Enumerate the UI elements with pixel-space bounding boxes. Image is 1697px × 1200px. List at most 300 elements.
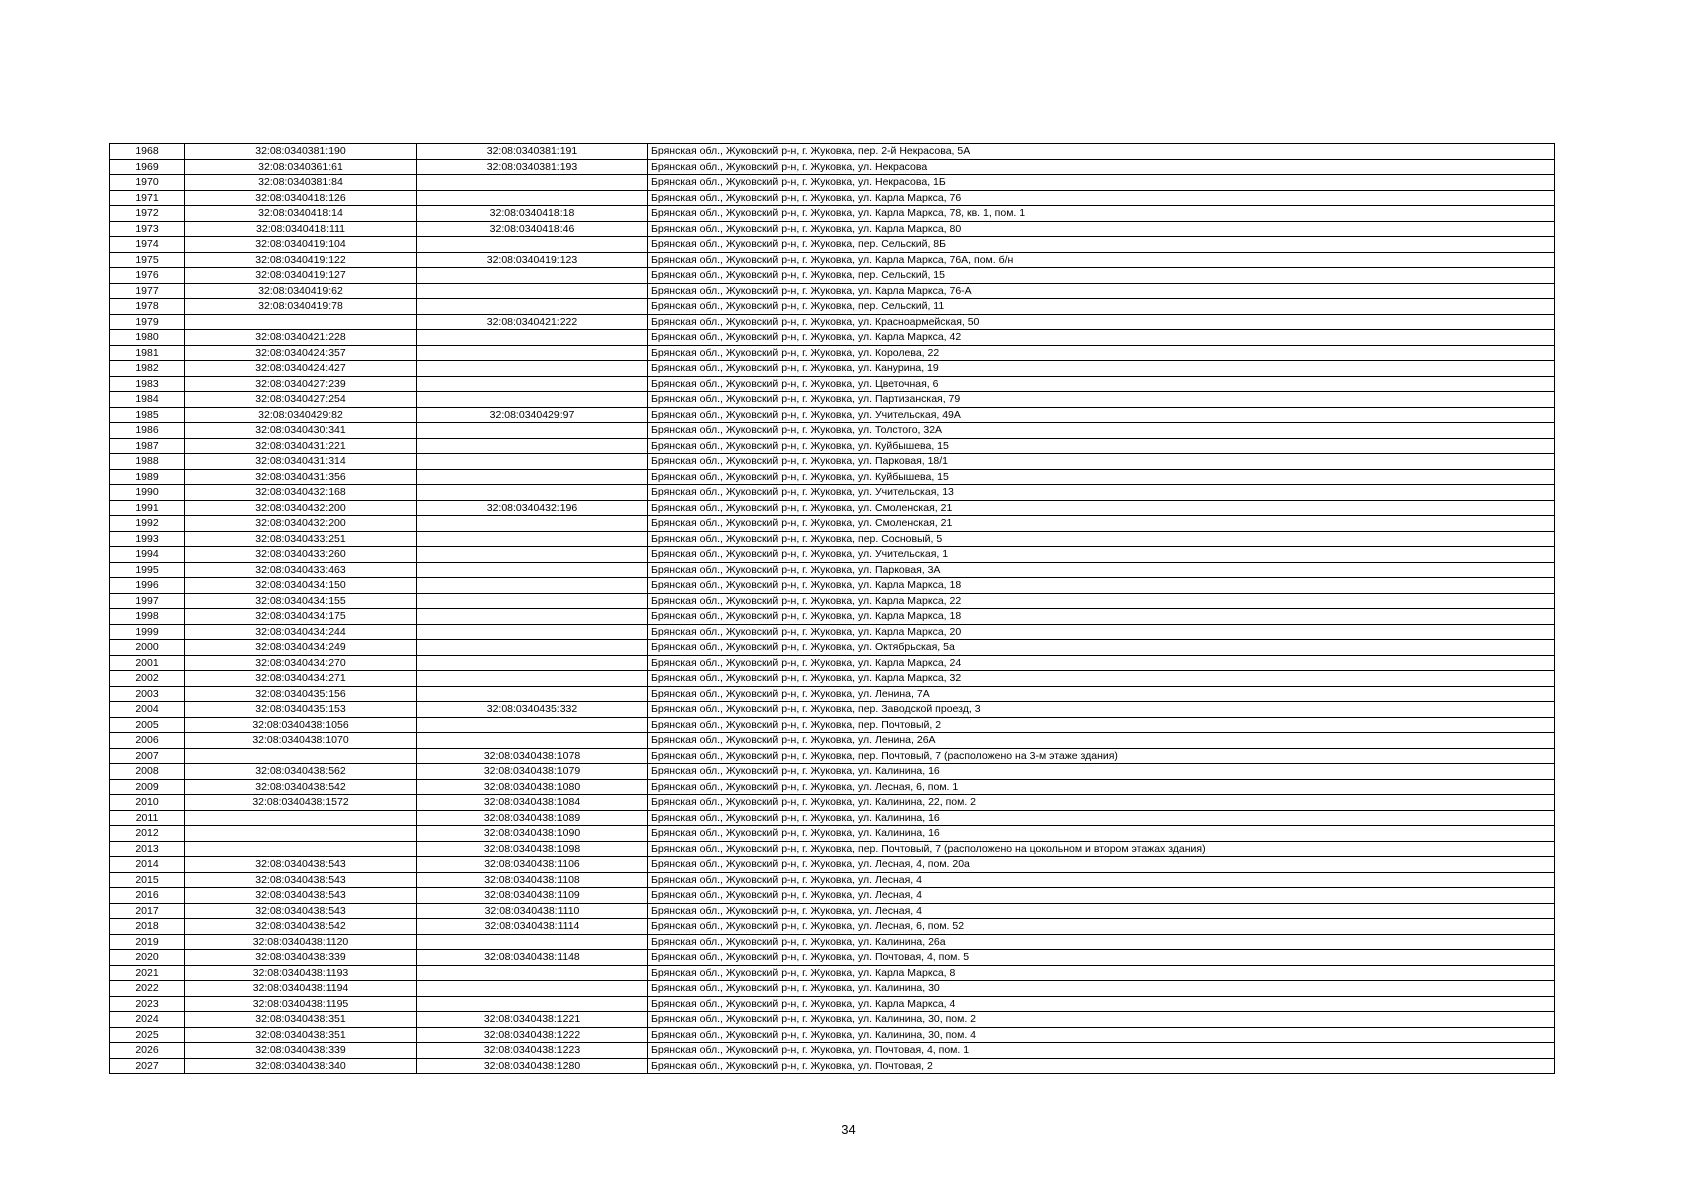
- table-row: [110, 376, 1555, 392]
- row-number-cell: 1988: [110, 454, 185, 470]
- table-row: [110, 268, 1555, 284]
- cadastral-number-cell: 32:08:0340438:543: [185, 888, 417, 904]
- row-number-cell: 1976: [110, 268, 185, 284]
- row-number-cell: 2011: [110, 810, 185, 826]
- object-cadastral-number-cell: [417, 934, 648, 950]
- cadastral-number-cell: 32:08:0340419:127: [185, 268, 417, 284]
- cadastral-number-cell: [185, 826, 417, 842]
- address-cell: Брянская обл., Жуковский р-н, г. Жуковка, пер. Сельский, 8Б: [648, 237, 1555, 253]
- object-cadastral-number-cell: 32:08:0340438:1090: [417, 826, 648, 842]
- address-cell: Брянская обл., Жуковский р-н, г. Жуковка, ул. Карла Маркса, 78, кв. 1, пом. 1: [648, 206, 1555, 222]
- address-cell: Брянская обл., Жуковский р-н, г. Жуковка, ул. Некрасова, 1Б: [648, 175, 1555, 191]
- object-cadastral-number-cell: 32:08:0340421:222: [417, 314, 648, 330]
- row-number-cell: 1999: [110, 624, 185, 640]
- object-cadastral-number-cell: [417, 423, 648, 439]
- row-number-cell: 2025: [110, 1027, 185, 1043]
- row-number-cell: 1984: [110, 392, 185, 408]
- object-cadastral-number-cell: [417, 686, 648, 702]
- object-cadastral-number-cell: 32:08:0340429:97: [417, 407, 648, 423]
- row-number-cell: 1980: [110, 330, 185, 346]
- row-number-cell: 1997: [110, 593, 185, 609]
- address-cell: Брянская обл., Жуковский р-н, г. Жуковка, ул. Почтовая, 4, пом. 5: [648, 950, 1555, 966]
- address-cell: Брянская обл., Жуковский р-н, г. Жуковка, пер. Сельский, 11: [648, 299, 1555, 315]
- object-cadastral-number-cell: 32:08:0340438:1148: [417, 950, 648, 966]
- address-cell: Брянская обл., Жуковский р-н, г. Жуковка, ул. Толстого, 32А: [648, 423, 1555, 439]
- cadastral-number-cell: 32:08:0340433:463: [185, 562, 417, 578]
- object-cadastral-number-cell: [417, 376, 648, 392]
- table-row: [110, 237, 1555, 253]
- table-row: [110, 996, 1555, 1012]
- object-cadastral-number-cell: 32:08:0340419:123: [417, 252, 648, 268]
- address-cell: Брянская обл., Жуковский р-н, г. Жуковка, ул. Калинина, 30, пом. 2: [648, 1012, 1555, 1028]
- row-number-cell: 2020: [110, 950, 185, 966]
- address-cell: Брянская обл., Жуковский р-н, г. Жуковка, ул. Цветочная, 6: [648, 376, 1555, 392]
- row-number-cell: 2026: [110, 1043, 185, 1059]
- object-cadastral-number-cell: [417, 965, 648, 981]
- address-cell: Брянская обл., Жуковский р-н, г. Жуковка, ул. Калинина, 16: [648, 810, 1555, 826]
- address-cell: Брянская обл., Жуковский р-н, г. Жуковка, ул. Почтовая, 2: [648, 1058, 1555, 1074]
- table-row: [110, 717, 1555, 733]
- table-row: [110, 283, 1555, 299]
- cadastral-number-cell: 32:08:0340438:339: [185, 1043, 417, 1059]
- address-cell: Брянская обл., Жуковский р-н, г. Жуковка, ул. Карла Маркса, 20: [648, 624, 1555, 640]
- object-cadastral-number-cell: [417, 996, 648, 1012]
- object-cadastral-number-cell: [417, 361, 648, 377]
- object-cadastral-number-cell: [417, 655, 648, 671]
- row-number-cell: 2009: [110, 779, 185, 795]
- row-number-cell: 1977: [110, 283, 185, 299]
- object-cadastral-number-cell: [417, 268, 648, 284]
- cadastral-number-cell: 32:08:0340438:1195: [185, 996, 417, 1012]
- cadastral-number-cell: 32:08:0340424:357: [185, 345, 417, 361]
- row-number-cell: 1989: [110, 469, 185, 485]
- cadastral-number-cell: 32:08:0340361:61: [185, 159, 417, 175]
- row-number-cell: 1968: [110, 144, 185, 160]
- table-row: [110, 314, 1555, 330]
- address-cell: Брянская обл., Жуковский р-н, г. Жуковка, ул. Канурина, 19: [648, 361, 1555, 377]
- row-number-cell: 2006: [110, 733, 185, 749]
- object-cadastral-number-cell: [417, 733, 648, 749]
- table-row: [110, 733, 1555, 749]
- row-number-cell: 1987: [110, 438, 185, 454]
- row-number-cell: 1992: [110, 516, 185, 532]
- object-cadastral-number-cell: 32:08:0340435:332: [417, 702, 648, 718]
- cadastral-number-cell: 32:08:0340438:1070: [185, 733, 417, 749]
- table-row: [110, 159, 1555, 175]
- object-cadastral-number-cell: [417, 485, 648, 501]
- address-cell: Брянская обл., Жуковский р-н, г. Жуковка, пер. Сосновый, 5: [648, 531, 1555, 547]
- address-cell: Брянская обл., Жуковский р-н, г. Жуковка, ул. Куйбышева, 15: [648, 438, 1555, 454]
- table-row: [110, 609, 1555, 625]
- row-number-cell: 2017: [110, 903, 185, 919]
- address-cell: Брянская обл., Жуковский р-н, г. Жуковка, ул. Лесная, 6, пом. 1: [648, 779, 1555, 795]
- address-cell: Брянская обл., Жуковский р-н, г. Жуковка, ул. Карла Маркса, 76А, пом. б/н: [648, 252, 1555, 268]
- table-row: [110, 655, 1555, 671]
- table-row: [110, 345, 1555, 361]
- row-number-cell: 1978: [110, 299, 185, 315]
- table-row: [110, 252, 1555, 268]
- address-cell: Брянская обл., Жуковский р-н, г. Жуковка, ул. Учительская, 13: [648, 485, 1555, 501]
- cadastral-number-cell: 32:08:0340434:270: [185, 655, 417, 671]
- row-number-cell: 2024: [110, 1012, 185, 1028]
- cadastral-number-cell: 32:08:0340419:62: [185, 283, 417, 299]
- cadastral-number-cell: 32:08:0340381:84: [185, 175, 417, 191]
- row-number-cell: 1974: [110, 237, 185, 253]
- table-row: [110, 469, 1555, 485]
- row-number-cell: 2002: [110, 671, 185, 687]
- row-number-cell: 2003: [110, 686, 185, 702]
- row-number-cell: 1969: [110, 159, 185, 175]
- address-cell: Брянская обл., Жуковский р-н, г. Жуковка, ул. Октябрьская, 5а: [648, 640, 1555, 656]
- address-cell: Брянская обл., Жуковский р-н, г. Жуковка, ул. Некрасова: [648, 159, 1555, 175]
- address-cell: Брянская обл., Жуковский р-н, г. Жуковка, ул. Калинина, 26а: [648, 934, 1555, 950]
- row-number-cell: 1983: [110, 376, 185, 392]
- object-cadastral-number-cell: 32:08:0340438:1110: [417, 903, 648, 919]
- object-cadastral-number-cell: [417, 392, 648, 408]
- object-cadastral-number-cell: 32:08:0340438:1222: [417, 1027, 648, 1043]
- object-cadastral-number-cell: 32:08:0340438:1078: [417, 748, 648, 764]
- cadastral-number-cell: [185, 748, 417, 764]
- object-cadastral-number-cell: [417, 330, 648, 346]
- row-number-cell: 2022: [110, 981, 185, 997]
- row-number-cell: 2007: [110, 748, 185, 764]
- object-cadastral-number-cell: [417, 175, 648, 191]
- object-cadastral-number-cell: 32:08:0340438:1109: [417, 888, 648, 904]
- cadastral-number-cell: 32:08:0340429:82: [185, 407, 417, 423]
- object-cadastral-number-cell: 32:08:0340438:1280: [417, 1058, 648, 1074]
- address-cell: Брянская обл., Жуковский р-н, г. Жуковка, ул. Карла Маркса, 18: [648, 578, 1555, 594]
- object-cadastral-number-cell: [417, 469, 648, 485]
- table-row: [110, 407, 1555, 423]
- address-cell: Брянская обл., Жуковский р-н, г. Жуковка, ул. Лесная, 4: [648, 903, 1555, 919]
- address-cell: Брянская обл., Жуковский р-н, г. Жуковка, ул. Учительская, 49А: [648, 407, 1555, 423]
- table-row: [110, 1058, 1555, 1074]
- address-cell: Брянская обл., Жуковский р-н, г. Жуковка, пер. Почтовый, 2: [648, 717, 1555, 733]
- table-row: [110, 857, 1555, 873]
- cadastral-number-cell: 32:08:0340432:168: [185, 485, 417, 501]
- table-row: [110, 1043, 1555, 1059]
- row-number-cell: 2012: [110, 826, 185, 842]
- address-cell: Брянская обл., Жуковский р-н, г. Жуковка, пер. Заводской проезд, 3: [648, 702, 1555, 718]
- object-cadastral-number-cell: [417, 516, 648, 532]
- cadastral-number-cell: 32:08:0340431:356: [185, 469, 417, 485]
- address-cell: Брянская обл., Жуковский р-н, г. Жуковка, ул. Смоленская, 21: [648, 516, 1555, 532]
- address-cell: Брянская обл., Жуковский р-н, г. Жуковка, ул. Карла Маркса, 22: [648, 593, 1555, 609]
- object-cadastral-number-cell: [417, 345, 648, 361]
- address-cell: Брянская обл., Жуковский р-н, г. Жуковка, ул. Калинина, 22, пом. 2: [648, 795, 1555, 811]
- object-cadastral-number-cell: [417, 531, 648, 547]
- table-row: [110, 826, 1555, 842]
- address-cell: Брянская обл., Жуковский р-н, г. Жуковка, ул. Карла Маркса, 8: [648, 965, 1555, 981]
- address-cell: Брянская обл., Жуковский р-н, г. Жуковка, ул. Карла Маркса, 32: [648, 671, 1555, 687]
- object-cadastral-number-cell: 32:08:0340381:193: [417, 159, 648, 175]
- object-cadastral-number-cell: [417, 190, 648, 206]
- table-row: [110, 531, 1555, 547]
- cadastral-number-cell: [185, 810, 417, 826]
- row-number-cell: 1994: [110, 547, 185, 563]
- table-row: [110, 965, 1555, 981]
- row-number-cell: 2013: [110, 841, 185, 857]
- row-number-cell: 1979: [110, 314, 185, 330]
- address-cell: Брянская обл., Жуковский р-н, г. Жуковка, ул. Смоленская, 21: [648, 500, 1555, 516]
- object-cadastral-number-cell: [417, 454, 648, 470]
- address-cell: Брянская обл., Жуковский р-н, г. Жуковка, ул. Лесная, 4: [648, 872, 1555, 888]
- row-number-cell: 2023: [110, 996, 185, 1012]
- table-row: [110, 438, 1555, 454]
- row-number-cell: 1995: [110, 562, 185, 578]
- address-cell: Брянская обл., Жуковский р-н, г. Жуковка, ул. Карла Маркса, 80: [648, 221, 1555, 237]
- object-cadastral-number-cell: [417, 562, 648, 578]
- cadastral-number-cell: 32:08:0340419:104: [185, 237, 417, 253]
- cadastral-number-cell: 32:08:0340432:200: [185, 516, 417, 532]
- object-cadastral-number-cell: [417, 717, 648, 733]
- row-number-cell: 1972: [110, 206, 185, 222]
- cadastral-number-cell: [185, 841, 417, 857]
- table-row: [110, 190, 1555, 206]
- row-number-cell: 1970: [110, 175, 185, 191]
- row-number-cell: 2018: [110, 919, 185, 935]
- table-row: [110, 299, 1555, 315]
- address-cell: Брянская обл., Жуковский р-н, г. Жуковка, ул. Королева, 22: [648, 345, 1555, 361]
- address-cell: Брянская обл., Жуковский р-н, г. Жуковка, ул. Карла Маркса, 4: [648, 996, 1555, 1012]
- row-number-cell: 2004: [110, 702, 185, 718]
- table-row: [110, 779, 1555, 795]
- cadastral-number-cell: 32:08:0340381:190: [185, 144, 417, 160]
- address-cell: Брянская обл., Жуковский р-н, г. Жуковка, ул. Учительская, 1: [648, 547, 1555, 563]
- row-number-cell: 1975: [110, 252, 185, 268]
- cadastral-number-cell: [185, 314, 417, 330]
- cadastral-number-cell: 32:08:0340438:542: [185, 919, 417, 935]
- object-cadastral-number-cell: 32:08:0340438:1098: [417, 841, 648, 857]
- cadastral-number-cell: 32:08:0340438:340: [185, 1058, 417, 1074]
- object-cadastral-number-cell: [417, 981, 648, 997]
- table-row: [110, 919, 1555, 935]
- table-row: [110, 330, 1555, 346]
- cadastral-number-cell: 32:08:0340434:249: [185, 640, 417, 656]
- address-cell: Брянская обл., Жуковский р-н, г. Жуковка, ул. Лесная, 4: [648, 888, 1555, 904]
- table-row: [110, 748, 1555, 764]
- table-row: [110, 903, 1555, 919]
- cadastral-number-cell: 32:08:0340427:254: [185, 392, 417, 408]
- address-cell: Брянская обл., Жуковский р-н, г. Жуковка, ул. Карла Маркса, 76-А: [648, 283, 1555, 299]
- row-number-cell: 2000: [110, 640, 185, 656]
- row-number-cell: 2016: [110, 888, 185, 904]
- table-row: [110, 810, 1555, 826]
- object-cadastral-number-cell: [417, 593, 648, 609]
- object-cadastral-number-cell: [417, 438, 648, 454]
- cadastral-number-cell: 32:08:0340438:1056: [185, 717, 417, 733]
- object-cadastral-number-cell: [417, 624, 648, 640]
- table-row: [110, 702, 1555, 718]
- cadastral-number-cell: 32:08:0340438:542: [185, 779, 417, 795]
- address-cell: Брянская обл., Жуковский р-н, г. Жуковка, ул. Ленина, 7А: [648, 686, 1555, 702]
- address-cell: Брянская обл., Жуковский р-н, г. Жуковка, ул. Калинина, 16: [648, 764, 1555, 780]
- cadastral-number-cell: 32:08:0340430:341: [185, 423, 417, 439]
- row-number-cell: 1996: [110, 578, 185, 594]
- cadastral-number-cell: 32:08:0340438:339: [185, 950, 417, 966]
- cadastral-number-cell: 32:08:0340421:228: [185, 330, 417, 346]
- cadastral-number-cell: 32:08:0340434:271: [185, 671, 417, 687]
- cadastral-number-cell: 32:08:0340427:239: [185, 376, 417, 392]
- cadastral-number-cell: 32:08:0340438:1194: [185, 981, 417, 997]
- address-cell: Брянская обл., Жуковский р-н, г. Жуковка, ул. Партизанская, 79: [648, 392, 1555, 408]
- table-row: [110, 454, 1555, 470]
- address-cell: Брянская обл., Жуковский р-н, г. Жуковка, ул. Карла Маркса, 24: [648, 655, 1555, 671]
- object-cadastral-number-cell: 32:08:0340438:1106: [417, 857, 648, 873]
- address-cell: Брянская обл., Жуковский р-н, г. Жуковка, ул. Ленина, 26А: [648, 733, 1555, 749]
- cadastral-number-cell: 32:08:0340438:351: [185, 1027, 417, 1043]
- cadastral-number-cell: 32:08:0340438:543: [185, 872, 417, 888]
- cadastral-number-cell: 32:08:0340434:155: [185, 593, 417, 609]
- cadastral-number-cell: 32:08:0340434:150: [185, 578, 417, 594]
- cadastral-number-cell: 32:08:0340438:1193: [185, 965, 417, 981]
- object-cadastral-number-cell: 32:08:0340438:1223: [417, 1043, 648, 1059]
- cadastral-number-cell: 32:08:0340431:314: [185, 454, 417, 470]
- row-number-cell: 1986: [110, 423, 185, 439]
- row-number-cell: 2010: [110, 795, 185, 811]
- table-row: [110, 562, 1555, 578]
- cadastral-number-cell: 32:08:0340433:251: [185, 531, 417, 547]
- object-cadastral-number-cell: 32:08:0340438:1108: [417, 872, 648, 888]
- row-number-cell: 1991: [110, 500, 185, 516]
- table-row: [110, 640, 1555, 656]
- table-row: [110, 872, 1555, 888]
- cadastral-number-cell: 32:08:0340433:260: [185, 547, 417, 563]
- address-cell: Брянская обл., Жуковский р-н, г. Жуковка, ул. Красноармейская, 50: [648, 314, 1555, 330]
- object-cadastral-number-cell: [417, 237, 648, 253]
- row-number-cell: 2019: [110, 934, 185, 950]
- object-cadastral-number-cell: [417, 640, 648, 656]
- row-number-cell: 2027: [110, 1058, 185, 1074]
- table-row: [110, 206, 1555, 222]
- table-row: [110, 485, 1555, 501]
- table-row: [110, 500, 1555, 516]
- object-cadastral-number-cell: 32:08:0340438:1084: [417, 795, 648, 811]
- cadastral-number-cell: 32:08:0340438:351: [185, 1012, 417, 1028]
- cadastral-number-cell: 32:08:0340438:562: [185, 764, 417, 780]
- cadastral-number-cell: 32:08:0340435:153: [185, 702, 417, 718]
- row-number-cell: 2014: [110, 857, 185, 873]
- row-number-cell: 2008: [110, 764, 185, 780]
- table-row: [110, 221, 1555, 237]
- table-row: [110, 686, 1555, 702]
- row-number-cell: 2015: [110, 872, 185, 888]
- cadastral-number-cell: 32:08:0340438:543: [185, 857, 417, 873]
- table-row: [110, 624, 1555, 640]
- table-row: [110, 578, 1555, 594]
- row-number-cell: 1993: [110, 531, 185, 547]
- table-row: [110, 950, 1555, 966]
- address-cell: Брянская обл., Жуковский р-н, г. Жуковка, пер. Сельский, 15: [648, 268, 1555, 284]
- object-cadastral-number-cell: 32:08:0340418:46: [417, 221, 648, 237]
- address-cell: Брянская обл., Жуковский р-н, г. Жуковка, ул. Карла Маркса, 42: [648, 330, 1555, 346]
- cadastral-number-cell: 32:08:0340418:111: [185, 221, 417, 237]
- table-row: [110, 361, 1555, 377]
- row-number-cell: 2005: [110, 717, 185, 733]
- object-cadastral-number-cell: [417, 609, 648, 625]
- object-cadastral-number-cell: 32:08:0340418:18: [417, 206, 648, 222]
- row-number-cell: 1990: [110, 485, 185, 501]
- cadastral-number-cell: 32:08:0340438:543: [185, 903, 417, 919]
- row-number-cell: 1982: [110, 361, 185, 377]
- object-cadastral-number-cell: 32:08:0340381:191: [417, 144, 648, 160]
- address-cell: Брянская обл., Жуковский р-н, г. Жуковка, ул. Парковая, 18/1: [648, 454, 1555, 470]
- object-cadastral-number-cell: 32:08:0340438:1079: [417, 764, 648, 780]
- table-row: [110, 795, 1555, 811]
- address-cell: Брянская обл., Жуковский р-н, г. Жуковка, ул. Карла Маркса, 18: [648, 609, 1555, 625]
- address-cell: Брянская обл., Жуковский р-н, г. Жуковка, ул. Карла Маркса, 76: [648, 190, 1555, 206]
- cadastral-number-cell: 32:08:0340434:175: [185, 609, 417, 625]
- object-cadastral-number-cell: 32:08:0340432:196: [417, 500, 648, 516]
- page-number: 34: [841, 1122, 856, 1137]
- cadastral-number-cell: 32:08:0340434:244: [185, 624, 417, 640]
- address-cell: Брянская обл., Жуковский р-н, г. Жуковка, ул. Калинина, 30, пом. 4: [648, 1027, 1555, 1043]
- registry-table-body: [110, 144, 1555, 1074]
- cadastral-number-cell: 32:08:0340438:1120: [185, 934, 417, 950]
- address-cell: Брянская обл., Жуковский р-н, г. Жуковка, ул. Калинина, 30: [648, 981, 1555, 997]
- table-row: [110, 423, 1555, 439]
- object-cadastral-number-cell: 32:08:0340438:1114: [417, 919, 648, 935]
- address-cell: Брянская обл., Жуковский р-н, г. Жуковка, ул. Лесная, 6, пом. 52: [648, 919, 1555, 935]
- object-cadastral-number-cell: 32:08:0340438:1080: [417, 779, 648, 795]
- table-row: [110, 671, 1555, 687]
- object-cadastral-number-cell: [417, 578, 648, 594]
- row-number-cell: 2001: [110, 655, 185, 671]
- table-row: [110, 981, 1555, 997]
- table-row: [110, 593, 1555, 609]
- table-row: [110, 392, 1555, 408]
- object-cadastral-number-cell: [417, 671, 648, 687]
- table-row: [110, 1012, 1555, 1028]
- cadastral-number-cell: 32:08:0340432:200: [185, 500, 417, 516]
- cadastral-number-cell: 32:08:0340419:78: [185, 299, 417, 315]
- cadastral-number-cell: 32:08:0340431:221: [185, 438, 417, 454]
- table-row: [110, 1027, 1555, 1043]
- cadastral-number-cell: 32:08:0340435:156: [185, 686, 417, 702]
- object-cadastral-number-cell: [417, 547, 648, 563]
- row-number-cell: 1998: [110, 609, 185, 625]
- table-row: [110, 144, 1555, 160]
- row-number-cell: 1973: [110, 221, 185, 237]
- table-row: [110, 841, 1555, 857]
- address-cell: Брянская обл., Жуковский р-н, г. Жуковка, пер. 2-й Некрасова, 5А: [648, 144, 1555, 160]
- cadastral-number-cell: 32:08:0340418:14: [185, 206, 417, 222]
- row-number-cell: 1971: [110, 190, 185, 206]
- address-cell: Брянская обл., Жуковский р-н, г. Жуковка, ул. Куйбышева, 15: [648, 469, 1555, 485]
- table-row: [110, 764, 1555, 780]
- cadastral-number-cell: 32:08:0340424:427: [185, 361, 417, 377]
- row-number-cell: 1981: [110, 345, 185, 361]
- registry-table: [109, 143, 1555, 1074]
- cadastral-number-cell: 32:08:0340438:1572: [185, 795, 417, 811]
- object-cadastral-number-cell: [417, 299, 648, 315]
- table-row: [110, 888, 1555, 904]
- address-cell: Брянская обл., Жуковский р-н, г. Жуковка, ул. Калинина, 16: [648, 826, 1555, 842]
- object-cadastral-number-cell: [417, 283, 648, 299]
- cadastral-number-cell: 32:08:0340419:122: [185, 252, 417, 268]
- address-cell: Брянская обл., Жуковский р-н, г. Жуковка, пер. Почтовый, 7 (расположено на цокольном и втором этажах здания): [648, 841, 1555, 857]
- address-cell: Брянская обл., Жуковский р-н, г. Жуковка, ул. Лесная, 4, пом. 20а: [648, 857, 1555, 873]
- table-row: [110, 516, 1555, 532]
- address-cell: Брянская обл., Жуковский р-н, г. Жуковка, ул. Парковая, 3А: [648, 562, 1555, 578]
- table-row: [110, 547, 1555, 563]
- object-cadastral-number-cell: 32:08:0340438:1221: [417, 1012, 648, 1028]
- address-cell: Брянская обл., Жуковский р-н, г. Жуковка, пер. Почтовый, 7 (расположено на 3-м этаже здания): [648, 748, 1555, 764]
- address-cell: Брянская обл., Жуковский р-н, г. Жуковка, ул. Почтовая, 4, пом. 1: [648, 1043, 1555, 1059]
- row-number-cell: 2021: [110, 965, 185, 981]
- object-cadastral-number-cell: 32:08:0340438:1089: [417, 810, 648, 826]
- cadastral-number-cell: 32:08:0340418:126: [185, 190, 417, 206]
